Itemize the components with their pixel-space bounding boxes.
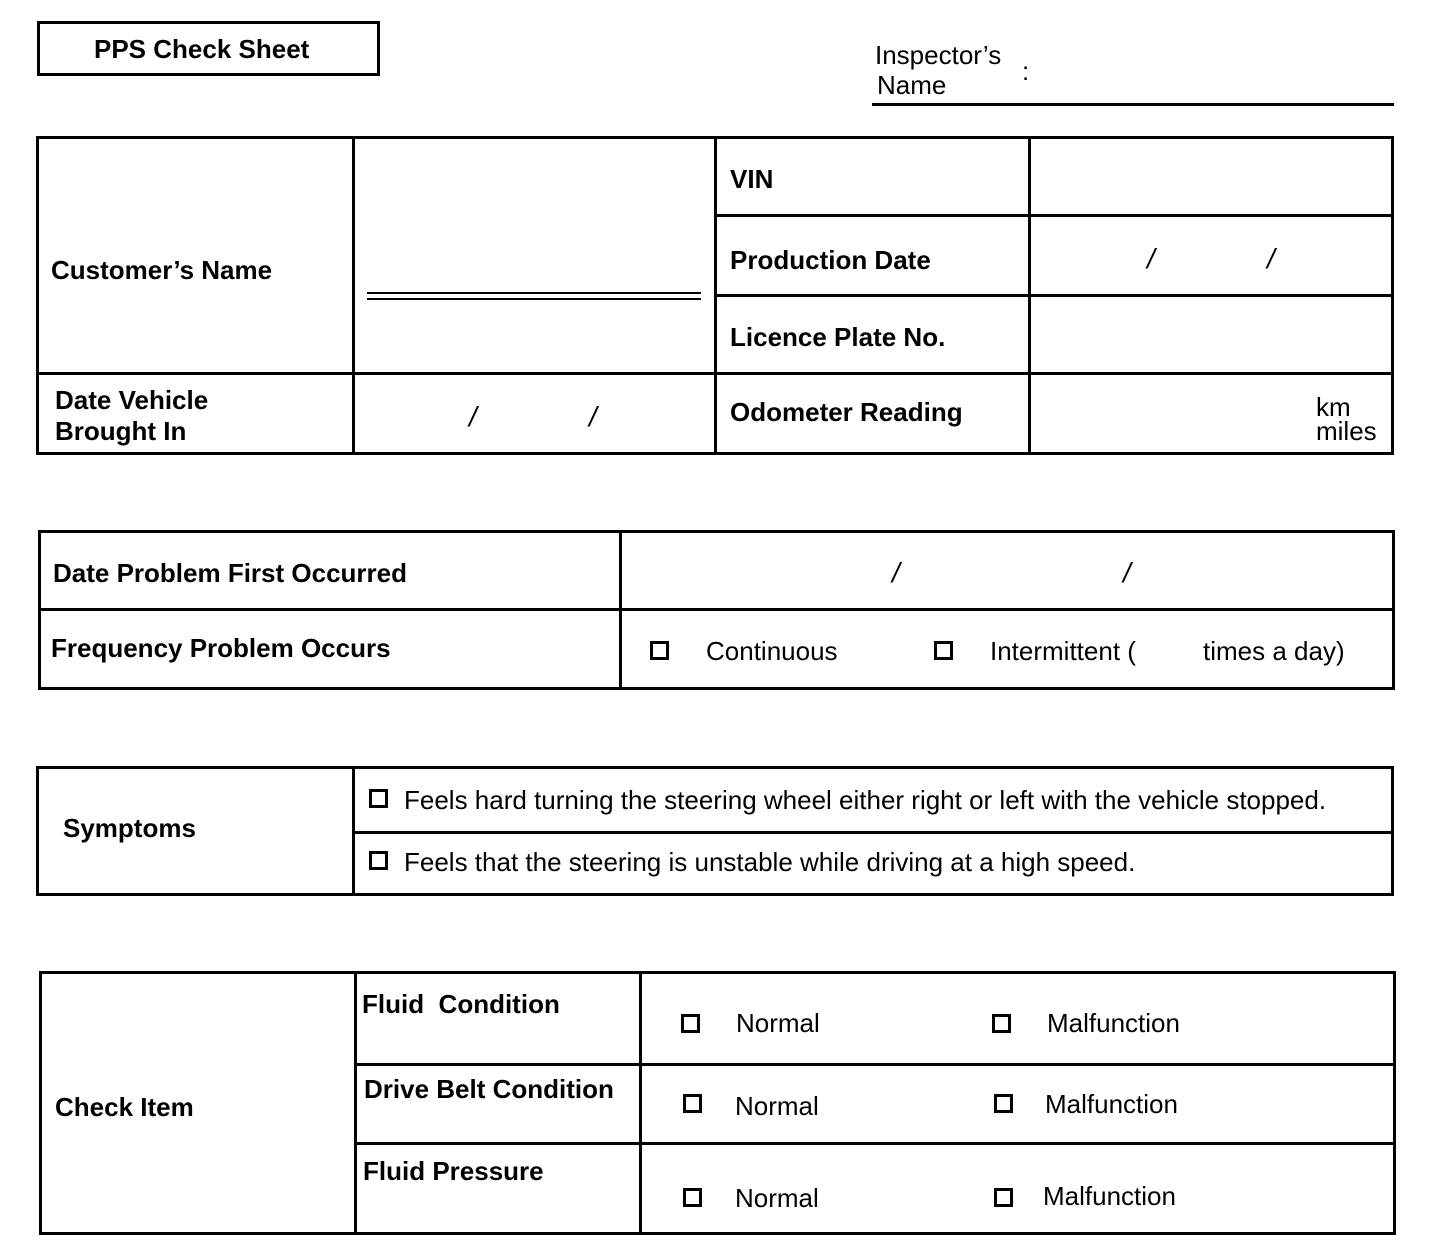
fluid-condition-malfunction-checkbox[interactable] — [992, 1014, 1011, 1033]
production-date-sep-2: / — [1267, 243, 1275, 274]
drive-belt-condition-label: Drive Belt Condition — [364, 1074, 614, 1104]
inspector-name-label-line1: Inspector’s — [875, 40, 1002, 70]
date-first-occurred-sep-2: / — [1123, 557, 1131, 588]
times-a-day-label: times a day) — [1203, 636, 1345, 666]
fluid-condition-normal-checkbox[interactable] — [681, 1014, 700, 1033]
drive-belt-normal-label: Normal — [735, 1091, 819, 1121]
symptoms-label: Symptoms — [63, 813, 196, 843]
check-item-label: Check Item — [55, 1092, 194, 1122]
fluid-condition-malfunction-label: Malfunction — [1047, 1008, 1180, 1038]
fluid-pressure-normal-label: Normal — [735, 1183, 819, 1213]
licence-plate-label: Licence Plate No. — [730, 322, 946, 352]
date-brought-in-label-line2: Brought In — [55, 416, 187, 446]
customer-name-field-line-top[interactable] — [367, 292, 701, 294]
check-table-col1 — [354, 971, 357, 1235]
symptom-1-label: Feels hard turning the steering wheel either right or left with the vehicle stopped. — [404, 785, 1327, 815]
check-table-row2 — [354, 1142, 1396, 1145]
vehicle-table-col1 — [352, 136, 355, 455]
fluid-pressure-normal-checkbox[interactable] — [683, 1188, 702, 1207]
check-item-table — [39, 971, 1396, 1235]
fluid-condition-label: Fluid Condition — [362, 989, 560, 1019]
odometer-label: Odometer Reading — [730, 397, 963, 427]
continuous-label: Continuous — [706, 636, 838, 666]
continuous-checkbox[interactable] — [650, 641, 669, 660]
production-date-sep-1: / — [1147, 243, 1155, 274]
vehicle-table-row-main — [36, 372, 1394, 375]
licence-plate-field[interactable] — [1032, 297, 1390, 372]
symptom-2-label: Feels that the steering is unstable while driving at a high speed. — [404, 847, 1136, 877]
customer-name-field-line-bottom[interactable] — [367, 298, 701, 300]
fluid-condition-normal-label: Normal — [736, 1008, 820, 1038]
date-brought-in-label-line1: Date Vehicle — [55, 385, 209, 415]
date-brought-in-sep-1: / — [469, 401, 477, 432]
frequency-label: Frequency Problem Occurs — [51, 633, 391, 663]
production-date-label: Production Date — [730, 245, 931, 275]
odometer-unit-km: km — [1316, 392, 1351, 422]
page-title: PPS Check Sheet — [94, 34, 310, 64]
drive-belt-malfunction-label: Malfunction — [1045, 1089, 1178, 1119]
fluid-pressure-malfunction-checkbox[interactable] — [994, 1188, 1013, 1207]
vin-label: VIN — [730, 164, 774, 194]
symptoms-table-row — [352, 831, 1394, 834]
intermittent-checkbox[interactable] — [934, 641, 953, 660]
check-table-col2 — [639, 971, 642, 1235]
intermittent-label: Intermittent ( — [990, 636, 1136, 666]
inspector-name-field[interactable] — [872, 103, 1394, 106]
symptom-1-checkbox[interactable] — [369, 789, 388, 808]
check-table-row1 — [354, 1063, 1396, 1066]
drive-belt-malfunction-checkbox[interactable] — [994, 1094, 1013, 1113]
vin-field[interactable] — [1032, 139, 1390, 214]
date-first-occurred-label: Date Problem First Occurred — [53, 558, 407, 588]
customer-name-label: Customer’s Name — [51, 255, 273, 285]
vehicle-table-row-vin — [714, 214, 1394, 217]
fluid-pressure-label: Fluid Pressure — [363, 1156, 544, 1186]
problem-table-row — [38, 608, 1395, 611]
odometer-unit-miles: miles — [1316, 416, 1377, 446]
date-brought-in-sep-2: / — [589, 401, 597, 432]
inspector-name-colon: : — [1022, 56, 1030, 86]
inspector-name-label-line2: Name — [877, 70, 947, 100]
symptom-2-checkbox[interactable] — [369, 851, 388, 870]
date-first-occurred-sep-1: / — [892, 557, 900, 588]
drive-belt-normal-checkbox[interactable] — [683, 1094, 702, 1113]
fluid-pressure-malfunction-label: Malfunction — [1043, 1181, 1176, 1211]
